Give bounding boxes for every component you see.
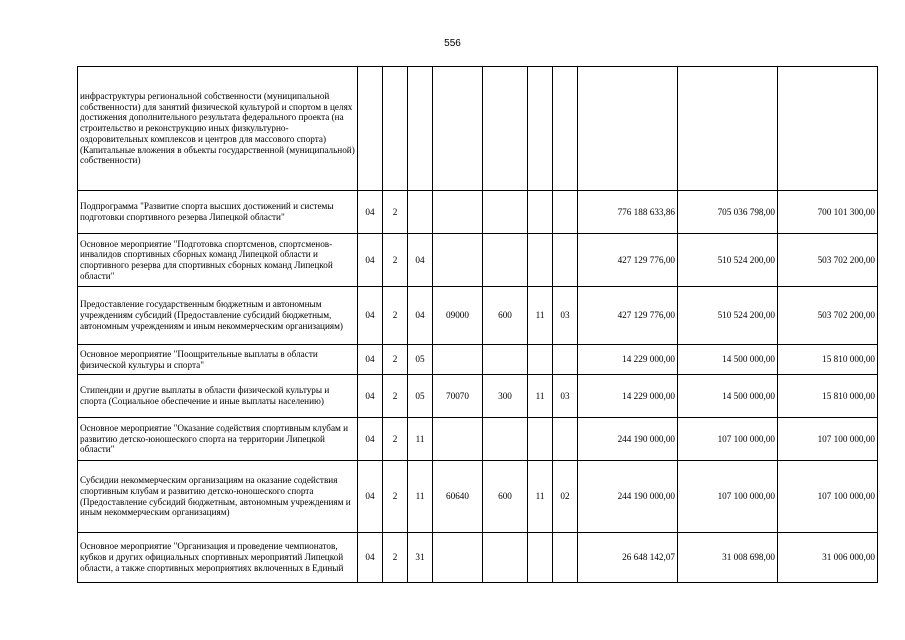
amount-year1-cell: 776 188 633,86 (578, 191, 678, 234)
code-direction-cell (433, 418, 483, 461)
code-event-cell: 05 (408, 375, 433, 418)
amount-year3-cell: 31 006 000,00 (778, 533, 878, 583)
code-section-cell: 04 (358, 234, 383, 287)
code-event-cell (408, 67, 433, 191)
amount-year3-cell: 107 100 000,00 (778, 418, 878, 461)
code-expense-type-cell: 600 (483, 287, 528, 345)
code-direction-cell: 70070 (433, 375, 483, 418)
row-name-cell: Основное мероприятие "Организация и проведение чемпионатов, кубков и других официальных спортивных мероприятий Липецкой области, а также спортивных мероприятиях включенных в Единый (78, 533, 358, 583)
code-subsection-cell (553, 533, 578, 583)
amount-year3-cell: 700 101 300,00 (778, 191, 878, 234)
code-section-cell-2: 11 (528, 375, 553, 418)
code-subsection-cell (553, 418, 578, 461)
amount-year2-cell: 107 100 000,00 (678, 418, 778, 461)
code-section-cell-2 (528, 533, 553, 583)
code-section-cell-2: 11 (528, 287, 553, 345)
code-subprogram-cell (383, 67, 408, 191)
amount-year2-cell: 107 100 000,00 (678, 461, 778, 533)
code-event-cell: 11 (408, 418, 433, 461)
row-name-cell: Субсидии некоммерческим организациям на оказание содействия спортивным клубам и развитию детско-юношеского спорта (Предоставление субсидий бюджетным, автономным учреждениям и иным некоммерческим организациям) (78, 461, 358, 533)
table-row (78, 191, 878, 234)
code-subprogram-cell: 2 (383, 345, 408, 375)
amount-year2-cell (678, 67, 778, 191)
code-subprogram-cell: 2 (383, 191, 408, 234)
budget-table (77, 66, 878, 583)
code-subprogram-cell: 2 (383, 287, 408, 345)
code-subsection-cell: 03 (553, 375, 578, 418)
table-row (78, 345, 878, 375)
amount-year2-cell: 31 008 698,00 (678, 533, 778, 583)
amount-year1-cell: 244 190 000,00 (578, 418, 678, 461)
row-name-cell: инфраструктуры региональной собственности (муниципальной собственности) для занятий физической культурой и спортом в целях достижения дополнительного результата федерального проекта (на строительство и реконструкцию иных физкультурно-оздоровительных комплексов и центров для массового спорта) (Капитальные вложения в объекты государственной (муниципальной) собственности) (78, 67, 358, 191)
table-row (78, 533, 878, 583)
code-expense-type-cell (483, 67, 528, 191)
code-section-cell: 04 (358, 345, 383, 375)
code-subsection-cell: 02 (553, 461, 578, 533)
code-section-cell: 04 (358, 191, 383, 234)
code-section-cell: 04 (358, 533, 383, 583)
row-name-cell: Подпрограмма "Развитие спорта высших достижений и системы подготовки спортивного резерва Липецкой области" (78, 191, 358, 234)
code-expense-type-cell (483, 345, 528, 375)
code-direction-cell (433, 234, 483, 287)
code-section-cell: 04 (358, 375, 383, 418)
code-section-cell: 04 (358, 287, 383, 345)
page-number: 556 (444, 38, 461, 49)
code-subprogram-cell: 2 (383, 533, 408, 583)
amount-year2-cell: 14 500 000,00 (678, 375, 778, 418)
amount-year1-cell: 14 229 000,00 (578, 345, 678, 375)
row-name-cell: Основное мероприятие "Поощрительные выплаты в области физической культуры и спорта" (78, 345, 358, 375)
amount-year3-cell: 15 810 000,00 (778, 345, 878, 375)
code-expense-type-cell: 300 (483, 375, 528, 418)
code-subsection-cell (553, 345, 578, 375)
code-event-cell (408, 191, 433, 234)
code-expense-type-cell (483, 533, 528, 583)
amount-year1-cell: 14 229 000,00 (578, 375, 678, 418)
amount-year3-cell: 503 702 200,00 (778, 234, 878, 287)
code-direction-cell (433, 67, 483, 191)
amount-year2-cell: 510 524 200,00 (678, 287, 778, 345)
code-event-cell: 05 (408, 345, 433, 375)
amount-year1-cell (578, 67, 678, 191)
code-direction-cell (433, 345, 483, 375)
code-section-cell: 04 (358, 418, 383, 461)
code-expense-type-cell: 600 (483, 461, 528, 533)
table-row (78, 287, 878, 345)
code-direction-cell: 60640 (433, 461, 483, 533)
amount-year3-cell: 503 702 200,00 (778, 287, 878, 345)
code-section-cell-2 (528, 418, 553, 461)
code-section-cell-2 (528, 67, 553, 191)
amount-year1-cell: 427 129 776,00 (578, 234, 678, 287)
amount-year3-cell: 107 100 000,00 (778, 461, 878, 533)
code-section-cell-2: 11 (528, 461, 553, 533)
table-row (78, 375, 878, 418)
code-subsection-cell: 03 (553, 287, 578, 345)
row-name-cell: Стипендии и другие выплаты в области физической культуры и спорта (Социальное обеспечение и иные выплаты населению) (78, 375, 358, 418)
code-subprogram-cell: 2 (383, 418, 408, 461)
code-expense-type-cell (483, 191, 528, 234)
code-subprogram-cell: 2 (383, 375, 408, 418)
code-event-cell: 04 (408, 234, 433, 287)
amount-year2-cell: 705 036 798,00 (678, 191, 778, 234)
code-section-cell (358, 67, 383, 191)
code-direction-cell: 09000 (433, 287, 483, 345)
amount-year3-cell (778, 67, 878, 191)
code-section-cell-2 (528, 191, 553, 234)
code-expense-type-cell (483, 418, 528, 461)
code-section-cell-2 (528, 345, 553, 375)
code-section-cell-2 (528, 234, 553, 287)
amount-year1-cell: 26 648 142,07 (578, 533, 678, 583)
amount-year3-cell: 15 810 000,00 (778, 375, 878, 418)
code-direction-cell (433, 533, 483, 583)
code-expense-type-cell (483, 234, 528, 287)
code-subprogram-cell: 2 (383, 234, 408, 287)
code-event-cell: 31 (408, 533, 433, 583)
table-row (78, 234, 878, 287)
row-name-cell: Основное мероприятие "Оказание содействия спортивным клубам и развитию детско-юношеского спорта на территории Липецкой области" (78, 418, 358, 461)
table-row (78, 418, 878, 461)
row-name-cell: Основное мероприятие "Подготовка спортсменов, спортсменов-инвалидов спортивных сборных команд Липецкой области и спортивного резерва для спортивных сборных команд Липецкой области" (78, 234, 358, 287)
amount-year1-cell: 427 129 776,00 (578, 287, 678, 345)
code-event-cell: 11 (408, 461, 433, 533)
code-subsection-cell (553, 67, 578, 191)
code-section-cell: 04 (358, 461, 383, 533)
code-direction-cell (433, 191, 483, 234)
code-subprogram-cell: 2 (383, 461, 408, 533)
code-subsection-cell (553, 234, 578, 287)
row-name-cell: Предоставление государственным бюджетным и автономным учреждениям субсидий (Предоставление субсидий бюджетным, автономным учреждениям и иным некоммерческим организациям) (78, 287, 358, 345)
table-row (78, 461, 878, 533)
table-row (78, 67, 878, 191)
code-event-cell: 04 (408, 287, 433, 345)
amount-year2-cell: 14 500 000,00 (678, 345, 778, 375)
amount-year1-cell: 244 190 000,00 (578, 461, 678, 533)
code-subsection-cell (553, 191, 578, 234)
amount-year2-cell: 510 524 200,00 (678, 234, 778, 287)
